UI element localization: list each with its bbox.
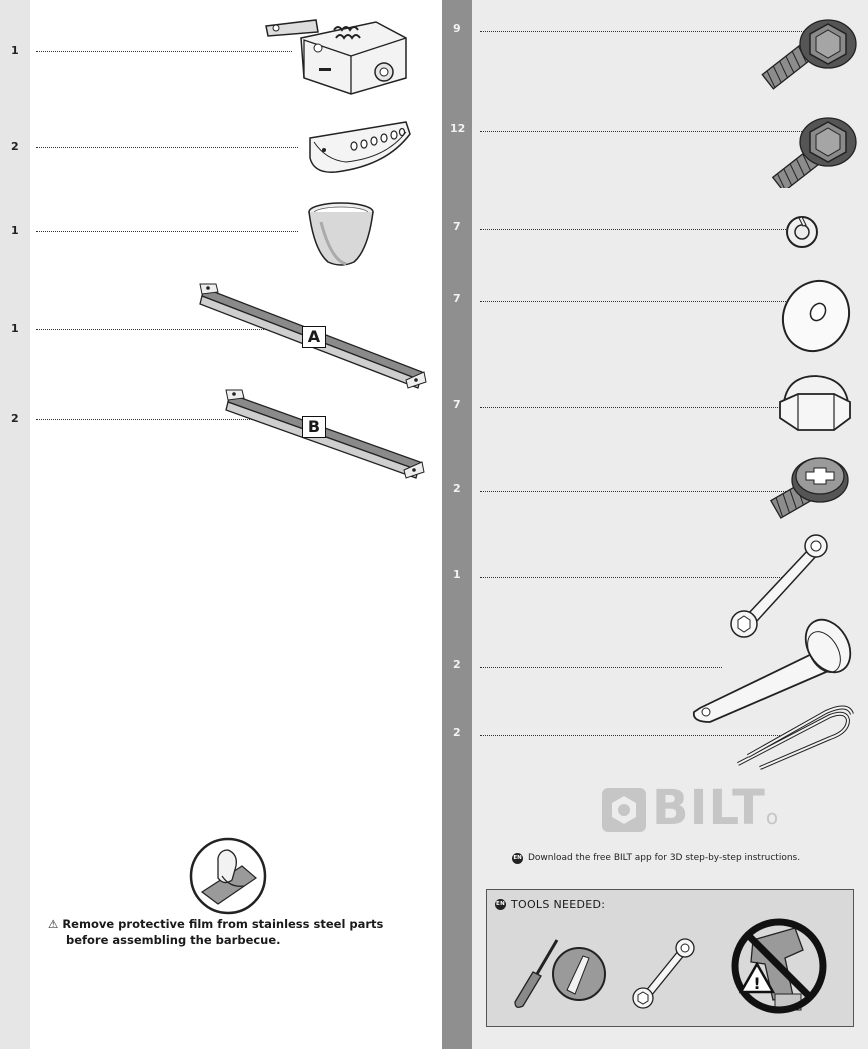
part-quantity: 2 bbox=[453, 658, 461, 671]
flat-washer-icon bbox=[774, 276, 854, 356]
part-quantity: 2 bbox=[11, 140, 19, 153]
leader-dots bbox=[480, 407, 794, 408]
leader-dots bbox=[36, 147, 298, 148]
cap-nut-icon bbox=[774, 372, 854, 438]
leader-dots bbox=[480, 301, 804, 302]
hitch-pin-clip-icon bbox=[730, 698, 858, 772]
part-quantity: 7 bbox=[453, 398, 461, 411]
phillips-screw-icon bbox=[762, 450, 854, 520]
bilt-logo-icon bbox=[600, 786, 648, 834]
right-quantity-strip bbox=[442, 0, 472, 1049]
peel-protective-film-icon bbox=[188, 836, 268, 916]
en-language-badge: EN bbox=[495, 899, 506, 910]
phillips-screwdriver-icon bbox=[511, 926, 611, 1010]
part-quantity: 9 bbox=[453, 22, 461, 35]
part-quantity: 12 bbox=[450, 122, 466, 135]
en-language-badge: EN bbox=[512, 853, 523, 864]
warning-note bbox=[48, 916, 398, 948]
leader-dots bbox=[480, 229, 810, 230]
warning-icon: ⚠ bbox=[48, 917, 59, 931]
long-hex-bolt-icon bbox=[730, 8, 858, 112]
part-letter-label: A bbox=[302, 326, 326, 348]
tools-title-text: TOOLS NEEDED: bbox=[511, 898, 606, 911]
part-quantity: 1 bbox=[453, 568, 461, 581]
hinge-bracket-assembly-icon bbox=[256, 8, 416, 98]
part-quantity: 1 bbox=[11, 322, 19, 335]
curved-bracket-with-holes-icon bbox=[306, 118, 416, 178]
tools-needed-box bbox=[486, 889, 854, 1027]
tools-title bbox=[495, 898, 605, 911]
no-power-drill-icon bbox=[723, 914, 827, 1018]
part-quantity: 1 bbox=[11, 44, 19, 57]
lock-washer-icon bbox=[782, 212, 822, 252]
bilt-logo-text: BILTo bbox=[652, 780, 780, 836]
warning-line-1: Remove protective film from stainless steel parts bbox=[62, 917, 384, 931]
download-app-note bbox=[512, 852, 800, 864]
wrench-icon bbox=[629, 934, 699, 1010]
part-quantity: 7 bbox=[453, 220, 461, 233]
part-quantity: 2 bbox=[453, 726, 461, 739]
part-quantity: 1 bbox=[11, 224, 19, 237]
short-hex-bolt-icon bbox=[764, 112, 858, 188]
part-quantity: 2 bbox=[453, 482, 461, 495]
part-quantity: 2 bbox=[11, 412, 19, 425]
grease-cup-icon bbox=[306, 200, 376, 270]
svg-text:!: ! bbox=[753, 974, 761, 993]
download-text: Download the free BILT app for 3D step-by-step instructions. bbox=[528, 853, 801, 863]
leader-dots bbox=[36, 231, 298, 232]
leader-dots bbox=[480, 491, 794, 492]
part-quantity: 7 bbox=[453, 292, 461, 305]
leader-dots bbox=[36, 51, 292, 52]
part-letter-label: B bbox=[302, 416, 326, 438]
warning-line-2: before assembling the barbecue. bbox=[66, 933, 281, 947]
